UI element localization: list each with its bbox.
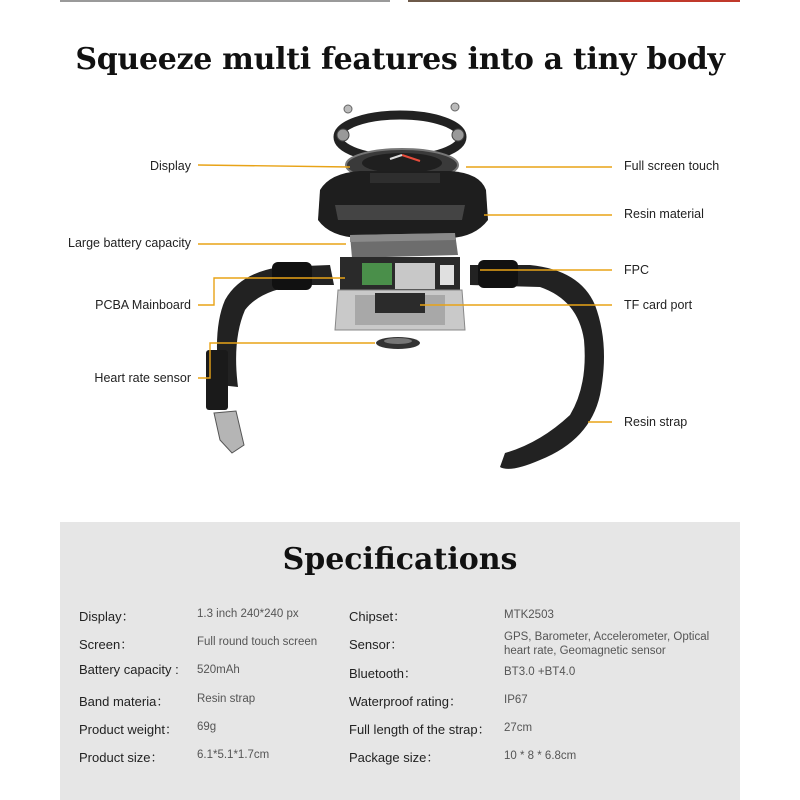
- callout-pcba: PCBA Mainboard: [95, 298, 191, 312]
- spec-label: Full length of the strap：: [349, 722, 491, 737]
- top-strip-right: [408, 0, 740, 2]
- callout-resin-material: Resin material: [624, 207, 704, 221]
- heart-rate-sensor: [376, 337, 420, 349]
- specifications-title: Specifications: [282, 542, 518, 577]
- callout-full-screen-touch: Full screen touch: [624, 159, 720, 173]
- watch-case: [318, 171, 488, 238]
- spec-value: Resin strap: [197, 693, 256, 705]
- battery: [350, 233, 458, 258]
- spec-value: GPS, Barometer, Accelerometer, Optical heart rate, Geomagnetic sensor: [504, 631, 710, 657]
- back-housing: [335, 290, 465, 330]
- spec-value: 10 * 8 * 6.8cm: [504, 750, 577, 762]
- page-headline: Squeeze multi features into a tiny body: [75, 42, 725, 77]
- spec-label: Package size：: [349, 750, 440, 765]
- screw-left: [344, 105, 352, 113]
- spec-value: Full round touch screen: [197, 636, 318, 648]
- top-strip-left: [60, 0, 390, 2]
- spec-label: Sensor：: [349, 637, 404, 652]
- callout-tf-card: TF card port: [624, 298, 693, 312]
- spec-label: Chipset：: [349, 609, 407, 624]
- pcba-mainboard: [340, 257, 460, 292]
- callout-heart-rate: Heart rate sensor: [94, 371, 191, 385]
- screw-right: [451, 103, 459, 111]
- spec-value: BT3.0 +BT4.0: [504, 666, 576, 678]
- top-image-strip: [60, 0, 740, 3]
- right-strap: [470, 260, 604, 469]
- spec-label: Battery capacity :: [79, 662, 179, 677]
- spec-value: 520mAh: [197, 664, 240, 676]
- spec-value: 6.1*5.1*1.7cm: [197, 749, 270, 761]
- callout-resin-strap: Resin strap: [624, 415, 688, 429]
- left-strap: [206, 262, 334, 453]
- spec-value: 69g: [197, 721, 217, 733]
- callout-fpc: FPC: [624, 263, 649, 277]
- spec-label: Band materia：: [79, 694, 170, 709]
- callout-large-battery: Large battery capacity: [68, 236, 191, 250]
- spec-value: 27cm: [504, 722, 533, 734]
- spec-label: Bluetooth：: [349, 666, 417, 681]
- spec-label: Display：: [79, 609, 135, 624]
- spec-value: MTK2503: [504, 609, 554, 621]
- spec-label: Screen：: [79, 637, 134, 652]
- spec-value: IP67: [504, 694, 528, 706]
- spec-label: Waterproof rating：: [349, 694, 462, 709]
- exploded-watch-diagram: [0, 95, 800, 515]
- spec-label: Product size：: [79, 750, 164, 765]
- callout-display: Display: [150, 159, 191, 173]
- specifications-panel: [60, 522, 740, 800]
- callout-line-display: [198, 165, 350, 167]
- spec-value: 1.3 inch 240*240 px: [197, 608, 299, 620]
- spec-label: Product weight：: [79, 722, 178, 737]
